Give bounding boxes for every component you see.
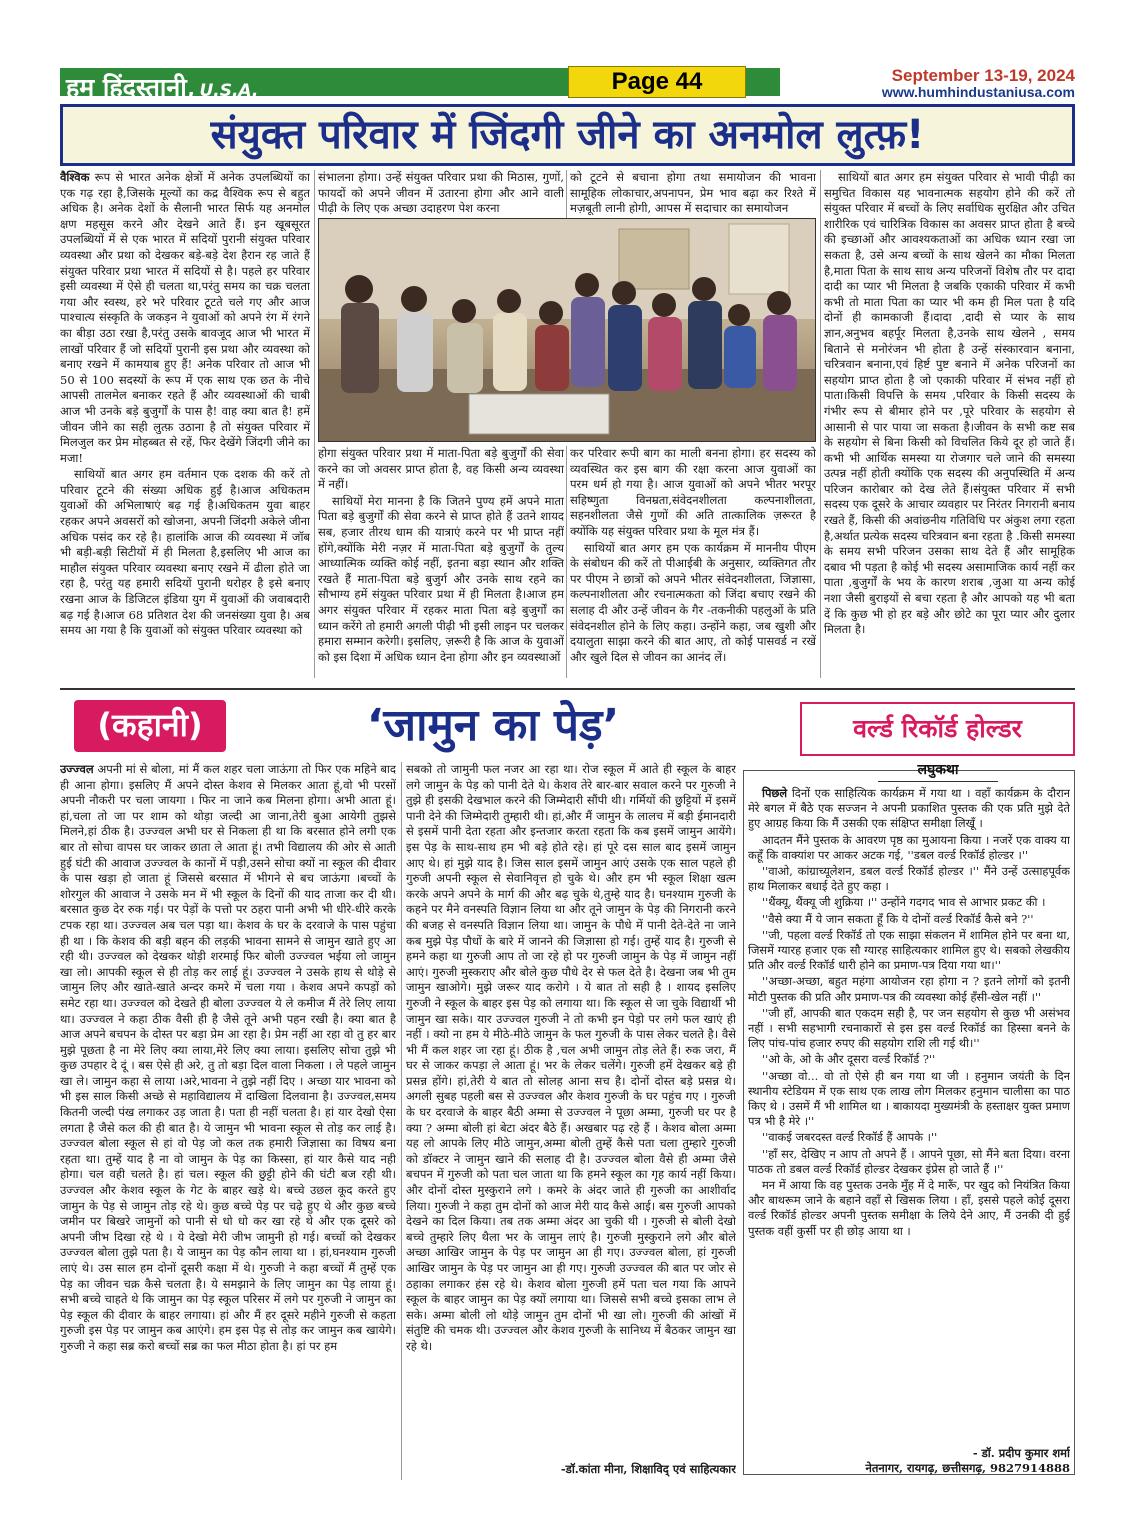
column-divider [401,762,402,1480]
wr-paragraph: ''हाँ सर, देखिए न आप तो अपने हैं । आपने पूछा, सो मैंने बता दिया। वरना पाठक तो डबल वर्ल्ड रिकॉर्ड होल्डर देखकर इंप्रेस हो जाते हैं ।'' [748,1146,1070,1176]
article-paragraph: साथियों बात अगर हम संयुक्त परिवार से भावी पीढ़ी का समुचित विकास यह भावनात्मक सहयोग होने की करें तो संयुक्त परिवार में बच्चों के लिए सर्वाधिक सुरक्षित और उचित शारीरिक एवं चारित्रिक विकास का अवसर प्राप्त होता है बच्चे की इच्छाओं और आवश्यकताओं का अधिक ध्यान रखा जा सकता है, उसे अन्य बच्चों के साथ खेलने का मौका मिलता है,माता पिता के साथ साथ अन्य परिजनों विशेष तौर पर दादा दादी का प्यार भी मिलता है जबकि एकाकी परिवार में कभी कभी तो माता पिता का प्यार भी कम ही मिल पता है यदि दोनों ही कामकाजी हैं।दादा ,दादी से प्यार के साथ ज्ञान,अनुभव बहर्पूर मिलता है,उनके साथ खेलने , समय बिताने से मनोरंजन भी होता है उन्हें संस्कारवान बनाना, चरित्रवान बनाना,एवं हिर्ष्ट पुष्ट बनाने में अनेक परिजनों का सहयोग प्राप्त होता है जो एकाकी परिवार में संभव नहीं हो पाता।किसी विपत्ति के समय ,परिवार के किसी सदस्य के गंभीर रूप से बीमार होने पर ,पूरे परिवार के सहयोग से आसानी से पार पाया जा सकता है।जीवन के सभी कष्ट सब के सहयोग से बिना किसी को विचलित किये दूर हो जाते हैं।कभी भी आर्थिक समस्या या रोजगार चले जाने की समस्या उत्पन्न नहीं होती क्योंकि एक सदस्य की अनुपस्थिति में अन्य परिजन कारोबार को देख लेते हैं।संयुक्त परिवार में सभी सदस्य एक दूसरे के आचार व्यवहार पर निरंतर निगरानी बनाय रखते हैं, किसी की अवांछनीय गतिविधि पर अंकुश लगा रहता है,अर्थात प्रत्येक सदस्य चरित्रवान बना रहता है .किसी समस्या के समय सभी परिजन उसका साथ देते हैं और सामूहिक दबाव भी पड़ता है कोई भी सदस्य असामाजिक कार्य नहीं कर पाता ,बुजुर्गों के भय के कारण शराब ,जुआ या अन्य कोई नशा जैसी बुराइयों से बचा रहता है और आपको यह भी बता दें कि कुछ भी हो हर बड़े और छोटे का पूरा प्यार और दुलार मिलता है। [824,170,1075,637]
paper-title [66,70,258,104]
wr-paragraph: ''ओ के, ओ के और दूसरा वर्ल्ड रिकॉर्ड ?'' [762,1052,936,1067]
column-divider [820,170,821,678]
story-paragraph: सबको तो जामुनी फल नजर आ रहा था। रोज स्कूल में आते ही स्कूल के बाहर लगे जामुन के पेड़ को पानी देते थे। केशव तेरे बार-बार सवाल करने पर गुरुजी ने तुझे ही इसकी देखभाल करने की जिम्मेदारी सौंपी थी। गर्मियों की छुट्टियों में इसमें पानी देने की जिम्मेदारी तुम्हारी थी। हां,और मैं जामुन के लालच में बड़ी ईमानदारी से इसमें पानी देता रहता और इन्तजार करता रहता कि कब इसमें जामुन आयेंगे। इस पेड़ के साथ-साथ हम भी बड़े होते रहे। हां पूरे दस साल बाद इसमें जामुन आए थे। हां मुझे याद है। जिस साल इसमें जामुन आएं उसके एक साल पहले ही गुरुजी अपनी स्कूल से सेवानिवृत्त हो चुके थे। और हम भी स्कूल शिक्षा खत्म करके अपने अपने के मार्ग की और बढ़ चुके थे,तुम्हे याद है। घनश्याम गुरुजी के कहने पर मैने वनस्पति विज्ञान लिया था और तूने जामुन के पेड़ की निगरानी करने की बजह से वनस्पति विज्ञान लिया था। जामुन के पौधे में पानी देते-देते ना जाने कब मुझे पेड़ पौधों के बारे में जानने की जिज्ञासा हो गई। तुम्हें याद है। गुरुजी से हमने कहा था गुरुजी आप तो जा रहे हो पर गुरुजी जामुन के पेड़ में जामुन नहीं आएं। गुरुजी मुस्कराए और बोले कुछ पौधे देर से फल देते है। देखना जब भी तुम जामुन खाओगे। मुझे जरूर याद करोगे । ये बात तो सही है । शायद इसलिए गुरुजी ने स्कूल के बाहर इस पेड़ को लगाया था। कि स्कूल से जा चुके विद्यार्थी भी जामुन खा सके। यार उज्ज्वल गुरुजी ने तो कभी इन पेड़ो पर लगे फल खाएं ही नहीं । क्यो ना हम ये मीठे-मीठे जामुन के फल गुरुजी के पास लेकर चलते है। वैसे भी मैं कल शहर जा रहा हूं। ठीक है ,चल अभी जामुन तोड़ लेते हैं। रुक जरा, मैं घर से जाकर कपड़ा ले आता हूं। भर के लेकर चलेंगे। गुरुजी हमें देखकर बड़े ही प्रसन्न होंगे। हां,तेरी ये बात तो सोलह आना सच है। दोनों दोस्त बड़े प्रसन्न थे। अगली सुबह पहली बस से उज्ज्वल और केशव गुरुजी के घर पहुंच गए । गुरुजी के घर दरवाजे के बाहर बैठी अम्मा से उज्ज्वल ने पूछा अम्मा, गुरुजी घर पर है क्या ? अम्मा बोली हां बेटा अंदर बैठे हैं। अखबार पढ़ रहे हैं । केशव बोला अम्मा यह लो आपके लिए मीठे जामुन,अम्मा बोली तुम्हें कैसे पता चला तुम्हारे गुरुजी को डॉक्टर ने जामुन खाने की सलाह दी है। उज्ज्वल बोला वैसे ही अम्मा जैसे बचपन में गुरुजी को पता चल जाता था कि हमने स्कूल का गृह कार्य नहीं किया। और दोनों दोस्त मुस्कुराने लगे । कमरे के अंदर जाते ही गुरुजी का आशीर्वाद लिया। गुरुजी ने कहा तुम दोनों को आज मेरी याद कैसे आई। बस गुरुजी आपको देखने का दिल किया। तब तक अम्मा अंदर आ चुकी थी । गुरुजी से बोली देखो बच्चे तुम्हारे लिए थैला भर के जामुन लाएं है। गुरुजी मुस्कुराने लगे और बोले अच्छा आखिर जामुन के पेड़ पर जामुन आ ही गए। उज्ज्वल बोला, हां गुरुजी आखिर जामुन के पेड़ पर जामुन आ ही गए। गुरुजी उज्ज्वल की बात पर जोर से ठहाका लगाकर हंस रहे थे। केशव बोला गुरुजी हमें पता चल गया कि आपने स्कूल के बाहर जामुन का पेड़ क्यों लगाया था। जिससे सभी बच्चे इसका लाभ ले सके। अम्मा बोली लो थोड़े जामुन तुम दोनों भी खा लो। गुरुजी की आंखों में संतुष्टि की चमक थी। उज्ज्वल और केशव गुरुजी के सानिध्य में बैठकर जामुन खा रहे थे। [406,762,736,1353]
issue-date: September 13-19, 2024 [891,66,1075,85]
wr-place: नेतनागर, रायगढ़, छत्तीसगढ़, 9827914888 [865,1461,1070,1475]
article-column-3-top [570,170,816,218]
family-photo-illustration [319,219,816,442]
paper-region: U.S.A. [199,81,259,101]
story-column-1 [60,762,396,1480]
masthead [60,64,1075,100]
story-byline: -डॉ.कांता मीना, शिक्षाविद् एवं साहित्यकार [560,1462,736,1476]
world-record-title-box [800,702,1075,756]
article-column-4 [824,170,1075,678]
wr-paragraph: ''वाकई जबरदस्त वर्ल्ड रिकॉर्ड हैं आपके ।'' [762,1130,938,1145]
page-number: Page 44 [568,66,746,98]
article-paragraph: को टूटने से बचाना होगा तथा समायोजन की भावना सामूहिक लोकाचार,अपनापन, प्रेम भाव बढ़ा कर रिश्ते में मज़बूती लानी होगी, आपस में सदाचार का समायोजन [570,170,816,216]
article-text: रूप से भारत अनेक क्षेत्रों में अनेक उपलब्धियों का एक गढ़ रहा है,जिसके मूल्यों का कद्र वैश्विक रूप से बहुत अधिक है। अनेक देशों के सैलानी भारत सिर्फ यह अनमोल क्षण महसूस करने और देखने आते हैं। इन खूबसूरत उपलब्धियों में से एक भारत में सदियों पुरानी संयुक्त परिवार व्यवस्था और प्रथा को देखकर बड़े-बड़े देश हैरान रह जाते हैं संयुक्त परिवार प्रथा भारत में सदियों से है। पहले हर परिवार इसी व्यवस्था में ऐसे ही चलता था,परंतु समय का चक्र चलता गया और स्वस्थ, हरे भरे परिवार टूटते चले गए और आज पाश्चात्य संस्कृति के जकड़न ने युवाओं को अपने रंग में रंगने का बीड़ा उठा रखा है,परंतु उसके बावजूद आज भी भारत में लाखों परिवार हैं जो सदियों पुरानी इस प्रथा और व्यवस्था को बनाए रखने में कामयाब हुए हैं! अनेक परिवार तो आज भी 50 से 100 सदस्यों के रूप में एक साथ एक छत के नीचे आपसी तालमेल बनाकर रहते हैं और व्यवस्थाओं की चाबी आज भी उनके बड़े बुजुर्गों के पास है! वाह क्या बात है! हमें जीवन जीने का सही लुत्फ़ उठाना है तो संयुक्त परिवार में मिलजुल कर प्रेम मोहब्बत से रहें, फिर देखेंगे जिंदगी जीने का मजा! [60,170,310,465]
article-paragraph [60,170,310,466]
article-paragraph: कर परिवार रूपी बाग का माली बनना होगा। हर सदस्य को व्यवस्थित कर इस बाग की रक्षा करना आज युवाओं का परम धर्म हो गया है। आज युवाओं को अपने भीतर भरपूर सहिष्णुता विनम्रता,संवेदनशीलता कल्पनाशीलता, सहनशीलता जैसे गुणों की अति तात्कालिक ज़रूरत है क्योंकि यह संयुक्त परिवार प्रथा के मूल मंत्र हैं। [570,446,816,538]
wr-author: - डॉ. प्रदीप कुमार शर्मा [972,1446,1070,1460]
wr-text: दिनों एक साहित्यिक कार्यक्रम में गया था । वहाँ कार्यक्रम के दौरान मेरे बगल में बैठे एक सज्जन ने अपनी प्रकाशित पुस्तक की एक प्रति मुझे देते हुए आग्रह किया कि मैं उसकी एक संक्षिप्त समीक्षा लिखूँ । [748,786,1070,831]
story-tag: (कहानी) [74,700,226,752]
world-record-title: वर्ल्ड रिकॉर्ड होल्डर [853,714,1022,743]
family-photo [318,218,816,442]
wr-paragraph [748,786,1070,832]
column-divider [566,446,567,678]
wr-paragraph: मन में आया कि वह पुस्तक उनके मुँह में दे मारूँ, पर खुद को नियंत्रित किया और बाथरूम जाने के बहाने वहाँ से खिसक लिया । हाँ, इससे पहले कोई दूसरा वर्ल्ड रिकॉर्ड होल्डर अपनी पुस्तक समीक्षा के लिये देने आए, मैं उनकी दी हुई पुस्तक वहीं कुर्सी पर ही छोड़ आया था । [748,1178,1070,1238]
world-record-signature [748,1446,1070,1476]
story-paragraph [60,762,396,1355]
article-paragraph: होगा संयुक्त परिवार प्रथा में माता-पिता बड़े बुजुर्गों की सेवा करने का जो अवसर प्राप्त होता है, वह किसी अन्य व्यवस्था में नहीं। [318,446,564,492]
column-divider [314,170,315,678]
article-paragraph: साथियों बात अगर हम एक कार्यक्रम में माननीय पीएम के संबोधन की करें तो पीआईबी के अनुसार, व्यक्तिगत तौर पर पीएम ने छात्रों को अपने भीतर संवेदनशीलता, जिज्ञासा, कल्पनाशीलता और रचनात्मकता को जिंदा बचाए रखने की सलाह दी और उन्हें जीवन के गैर -तकनीकी पहलुओं के प्रति संवेदनशील होने के लिए कहा। उन्होंने कहा, जब खुशी और दयालुता साझा करने की बात आए, तो कोई पासवर्ड न रखें और खुले दिल से जीवन का आनंद लें। [570,540,816,664]
article-paragraph: साथियों मेरा मानना है कि जितने पुण्य हमें अपने माता पिता बड़े बुजुर्गों की सेवा करने से प्राप्त होते हैं उतने शायद सब, हजार तीरथ धाम की यात्राएं करने पर भी प्राप्त नहीं होंगे,क्योंकि मेरी नज़र में माता-पिता बड़े बुजुर्गों के तुल्य आध्यात्मिक व्यक्ति कोई नहीं, इतना बड़ा स्थान और शक्ति रखते हैं माता-पिता बड़े बुजुर्ग और उनके साथ रहने का सौभाग्य हमें संयुक्त परिवार प्रथा में ही मिलता है।आज हम अगर संयुक्त परिवार में रहकर माता पिता बड़े बुजुर्गों का ध्यान करेंगे तो हमारी अगली पीढ़ी भी इसी लाइन पर चलकर हमारा सम्मान करेगी। इसलिए, ज़रूरी है कि आज के युवाओं को इस दिशा में अधिक ध्यान देना होगा और इन व्यवस्थाओं [318,493,564,664]
story-column-2 [406,762,736,1462]
article-column-3 [570,446,816,678]
main-headline: संयुक्त परिवार में जिंदगी जीने का अनमोल लुत्फ़! [60,104,1075,166]
wr-paragraph: ''जी, पहला वर्ल्ड रिकॉर्ड तो एक साझा संकलन में शामिल होने पर बना था, जिसमें ग्यारह हजार एक सौ ग्यारह साहित्यकार शामिल हुए थे। सबको लेखकीय प्रति और वर्ल्ड रिकॉर्ड धारी होने का प्रमाण-पत्र दिया गया था।'' [748,927,1070,973]
wr-paragraph: ''जी हाँ, आपकी बात एकदम सही है, पर जन सहयोग से कुछ भी असंभव नहीं । सभी सहभागी रचनाकारों से इस इस वर्ल्ड रिकॉर्ड का हिस्सा बनने के लिए पांच-पांच हजार रुपए की सहयोग राशि ली गई थी।'' [748,1005,1070,1051]
wr-paragraph: ''थैंक्यू, थैंक्यू जी शुक्रिया ।'' उन्होंने गदगद भाव से आभार प्रकट की । [762,895,1046,910]
world-record-story [748,786,1070,1446]
paper-name: हम हिंदुस्तानी, [66,73,196,102]
story-title: ‘जामुन का पेड़’ [366,700,620,751]
article-paragraph: संभालना होगा। उन्हें संयुक्त परिवार प्रथा की मिठास, गुणों, फायदों को अपने जीवन में उतारना होगा और आने वाली पीढ़ी के लिए एक अच्छा उदाहरण पेश करना [318,170,564,216]
wr-lead-word: पिछले [762,786,788,800]
wr-paragraph: ''वाओ, कांग्राच्यूलेशन, डबल वर्ल्ड रिकॉर्ड होल्डर ।'' मैंने उन्हें उत्साहपूर्वक हाथ मिलाकर बधाई देते हुए कहा । [748,864,1070,894]
article-column-1 [60,170,310,678]
wr-paragraph: ''अच्छा वो... वो तो ऐसे ही बन गया था जी । हनुमान जयंती के दिन स्थानीय स्टेडियम में एक साथ एक लाख लोग मिलकर हनुमान चालीसा का पाठ किए थे । उसमें मैं भी शामिल था । बाकायदा मुख्यमंत्री के हस्ताक्षर युक्त प्रमाण पत्र भी है मेरे ।'' [748,1068,1070,1129]
wr-paragraph: आदतन मैंने पुस्तक के आवरण पृष्ठ का मुआयना किया । नजरें एक वाक्य या कहूँ कि वाक्यांश पर आकर अटक गई, ''डबल वर्ल्ड रिकॉर्ड होल्डर ।'' [748,832,1070,862]
article-column-2 [318,446,564,678]
column-divider [566,170,567,218]
section-divider [60,688,1075,690]
article-column-2-top [318,170,564,218]
wr-paragraph: ''अच्छा-अच्छा, बहुत महंगा आयोजन रहा होगा न ? इतने लोगों को इतनी मोटी पुस्तक की प्रति और प्रमाण-पत्र की व्यवस्था कोई हँसी-खेल नहीं ।'' [748,974,1070,1004]
website-link[interactable]: www.humhindustaniusa.com [881,84,1075,100]
wr-paragraph: ''वैसे क्या मैं ये जान सकता हूँ कि ये दोनों वर्ल्ड रिकॉर्ड कैसे बने ?'' [762,911,1034,926]
article-paragraph: साथियों बात अगर हम वर्तमान एक दशक की करें तो परिवार टूटने की संख्या अधिक हुई है।आज अधिकतम युवाओं की अभिलाषाएं बढ़ गई है।अधिकतम युवा बाहर रहकर अपने अवसरों को खोजना, अपनी जिंदगी अकेले जीना अधिक पसंद कर रहे है। हालांकि आज की व्यवस्था में जॉब भी बड़ी-बड़ी सिटीयों में ही मिलता है,इसलिए भी आज का माहौल संयुक्त परिवार व्यवस्था बनाए रखने में ढीला होते जा रहा है, परंतु यह हमारी सदियों पुरानी धरोहर है इसे बनाए रखना आज के डिजिटल इंडिया युग में युवाओं की जवाबदारी बढ़ गई है।आज 68 प्रतिशत देश की जनसंख्या युवा है। अब समय आ गया है कि युवाओं को संयुक्त परिवार व्यवस्था को [60,467,310,638]
article-lead-word: वैश्विक [60,170,90,184]
story-lead-word: उज्ज्वल [60,762,94,776]
story-text: अपनी मां से बोला, मां मैं कल शहर चला जाऊंगा तो फिर एक महिने बाद ही आना होगा। इसलिए मैं अपने दोस्त केशव से मिलकर आता हूं,वो भी परसों अपनी नौकरी पर चला जायगा । फिर ना जाने कब मिलना होगा। अभी आता हूं। हां,चला तो जा पर शाम को थोड़ा जल्दी आ जाना,तेरी बुआ आयेगी तुझसे मिलने,हां ठीक है। उज्ज्वल अभी घर से निकला ही था कि बरसात होने लगी एक बार तो सोचा वापस घर जाकर छाता ले आता हूं। तभी विद्यालय की ओर से आती हुई घंटी की आवाज उज्ज्वल के कानों में पड़ी,उसने सोचा क्यों ना स्कूल की दीवार के पास खड़ा हो जाता हूं जिससे बरसात में भीगने से बच जाऊंगा ।बच्चों के शोरगुल की आवाज ने उसके मन में भी स्कूल के दिनों की याद ताजा कर दी थी। बरसात कुछ देर रुक गई। पर पेड़ों के पत्तो पर ठहरा पानी अभी भी धीरे-धीरे करके टपक रहा था। उज्ज्वल अब चल पड़ा था। केशव के घर के दरवाजे के पास पहुंचा ही था । कि केशव की बड़ी बहन की लड़की भावना सामने से जामुन खाते हुए आ रही थी। उज्ज्वल को देखकर थोड़ी शरमाई फिर बोली उज्ज्वल भईया लो जामुन खा लो। आपकी स्कूल से ही तोड़ कर लाई हूं। उज्ज्वल ने उसके हाथ से थोड़े से जामुन लिए और खाते-खाते अन्दर कमरे में चला गया । केशव अपने कपड़ों को समेट रहा था। उज्ज्वल को देखते ही बोला उज्ज्वल ये ले कमीज मैं तेरे लिए लाया था। उज्ज्वल ने कहा ठीक वैसी ही है जैसे तूने अभी पहन रखी है। क्या बात है आज अपने बचपन के दोस्त पर बड़ा प्रेम आ रहा है। प्रेम नहीं आ रहा वो तु हर बार मुझे पूछता है ना मेरे लिए क्या लाया,मेरे लिए क्या लाया। इसलिए सोचा तुझे भी कुछ उपहार दे दूं । बस ऐसे ही अरे, तु तो बड़ा दिल वाला निकला । ले पहले जामुन खा ले। जामुन कहा से लाया ।अरे,भावना ने तुझे नहीं दिए । अच्छा यार भावना को भी इस साल किसी अच्छे से महाविद्यालय में दाखिला दिलवाना है। उज्ज्वल,समय कितनी जल्दी पंख लगाकर उड़ जाता है। पता ही नहीं चलता है। हां यार देखो ऐसा लगता है जैसे कल की ही बात है। ये जामुन भी भावना स्कूल से तोड़ कर लाई है। उज्ज्वल बोला स्कूल से हां वो पेड़ जो कल तक हमारी जिज्ञासा का विषय बना रहता था। तुम्हें याद है ना वो जामुन के पेड़ का किस्सा, हां यार कैसे याद नही होगा। चल वही चलते है। हां चल। स्कूल की छुट्टी होने की घंटी बज रही थी। उज्ज्वल और केशव स्कूल के गेट के बाहर खड़े थे। बच्चे उछल कूद करते हुए जामुन के पेड़ से जामुन तोड़ रहे थे। कुछ बच्चे पेड़ पर चढ़े हुए थे और कुछ बच्चे जमीन पर बिखरे जामुनों को पानी से धो धो कर खा रहे थे और एक दूसरे को अपनी जीभ दिखा रहे थे । ये देखो मेरी जीभ जामुनी हो गई। बच्चों को देखकर उज्ज्वल बोला तुझे पता है। ये जामुन का पेड़ कौन लाया था । हां,घनश्याम गुरुजी लाएं थे। उस साल हम दोनों दूसरी कक्षा में थे। गुरुजी ने कहा बच्चों मैं तुम्हें एक पेड़ का जीवन चक्र कैसे चलता है। ये समझाने के लिए जामुन का पेड़ लाया हूं। सभी बच्चे चाहते थे कि जामुन का पेड़ स्कूल परिसर में लगे पर गुरुजी ने जामुन का पेड़ स्कूल की दीवार के बाहर लगाया। हां और मैं हर दूसरे महीने गुरुजी से कहता गुरुजी इस पेड़ पर जामुन कब आएंगे। हम इस पेड़ से तोड़ कर जामुन कब खायेगे। गुरुजी ने कहा सब्र करो बच्चों सब्र का फल मीठा होता है। हां पर हम [60,762,396,1353]
world-record-subtitle: लघुकथा [878,760,998,782]
